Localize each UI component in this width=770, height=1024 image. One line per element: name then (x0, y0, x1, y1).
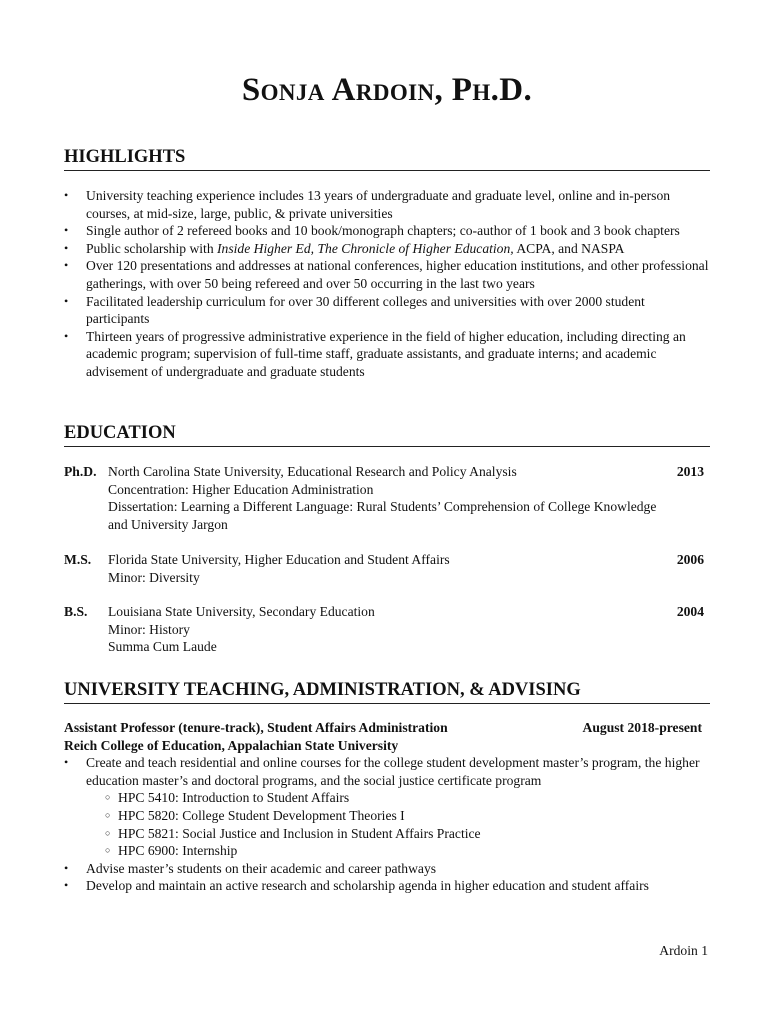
job-dates: August 2018-present (582, 720, 702, 735)
education-entry-phd (64, 463, 710, 533)
concentration: Concentration: Higher Education Administration (108, 481, 374, 497)
minor: Minor: History (108, 621, 190, 637)
degree-label: M.S. (64, 552, 92, 567)
job-role: Assistant Professor (tenure-track), Student Affairs Administration (64, 720, 448, 735)
institution: North Carolina State University, Educational Research and Policy Analysis (108, 464, 517, 479)
list-item (64, 754, 710, 860)
public-suffix: ACPA, and NASPA (513, 240, 625, 256)
course-item: ○ HPC 5820: College Student Development Theories I (86, 807, 710, 825)
dissertation: Dissertation: Learning a Different Language: Rural Students’ Comprehension of College Knowledge and University Jargon (108, 499, 657, 532)
course-item: ○ HPC 6900: Internship (86, 842, 710, 860)
page-footer: Ardoin 1 (659, 943, 708, 958)
honors: Summa Cum Laude (108, 639, 217, 655)
duty-text: Create and teach residential and online courses for the college student development master’s program, the higher education master’s and doctoral programs, and the social justice certificate program (86, 755, 700, 788)
education-entry-ms (64, 551, 710, 586)
list-item (64, 240, 710, 258)
list-item: • Single author of 2 refereed books and 10 book/monograph chapters; co-author of 1 book and 3 book chapters (64, 222, 710, 240)
institution: Florida State University, Higher Education and Student Affairs (108, 552, 450, 567)
degree-label: B.S. (64, 604, 88, 619)
list-item: • University teaching experience includes 13 years of undergraduate and graduate level, online and in-person courses, at mid-size, large, public, & private universities (64, 187, 710, 222)
degree-label: Ph.D. (64, 464, 97, 479)
job-entry (64, 719, 710, 895)
public-outlets: Inside Higher Ed, The Chronicle of Higher Education, (217, 240, 514, 256)
job-org: Reich College of Education, Appalachian State University (64, 737, 399, 753)
list-item: • Thirteen years of progressive administrative experience in the field of higher education, including directing an academic program; supervision of full-time staff, graduate assistants, and graduate interns; and academic advisement of undergraduate and graduate students (64, 328, 710, 381)
highlights-list (64, 187, 710, 381)
page-title: Sonja Ardoin, Ph.D. (241, 72, 533, 108)
highlights-heading: HIGHLIGHTS (64, 146, 710, 171)
list-item: • Develop and maintain an active research and scholarship agenda in higher education and student affairs (64, 877, 710, 895)
education-heading: EDUCATION (64, 422, 710, 447)
course-list (86, 789, 710, 859)
degree-year: 2006 (676, 552, 704, 567)
list-item: • Advise master’s students on their academic and career pathways (64, 860, 710, 878)
course-item: ○ HPC 5821: Social Justice and Inclusion in Student Affairs Practice (86, 825, 710, 843)
education-entry-bs (64, 603, 710, 656)
teaching-heading: UNIVERSITY TEACHING, ADMINISTRATION, & ADVISING (64, 679, 710, 704)
list-item: • Over 120 presentations and addresses at national conferences, higher education institutions, and other professional gatherings, with over 50 being refereed and over 50 occurring in the last two years (64, 257, 710, 292)
degree-year: 2013 (676, 464, 704, 479)
public-prefix: Public scholarship with (86, 240, 218, 256)
list-item: • Facilitated leadership curriculum for over 30 different colleges and universities with over 2000 student participants (64, 293, 710, 328)
institution: Louisiana State University, Secondary Education (108, 604, 375, 619)
course-item: ○ HPC 5410: Introduction to Student Affairs (86, 789, 710, 807)
degree-year: 2004 (676, 604, 704, 619)
job-duties (64, 754, 710, 895)
minor: Minor: Diversity (108, 569, 200, 585)
